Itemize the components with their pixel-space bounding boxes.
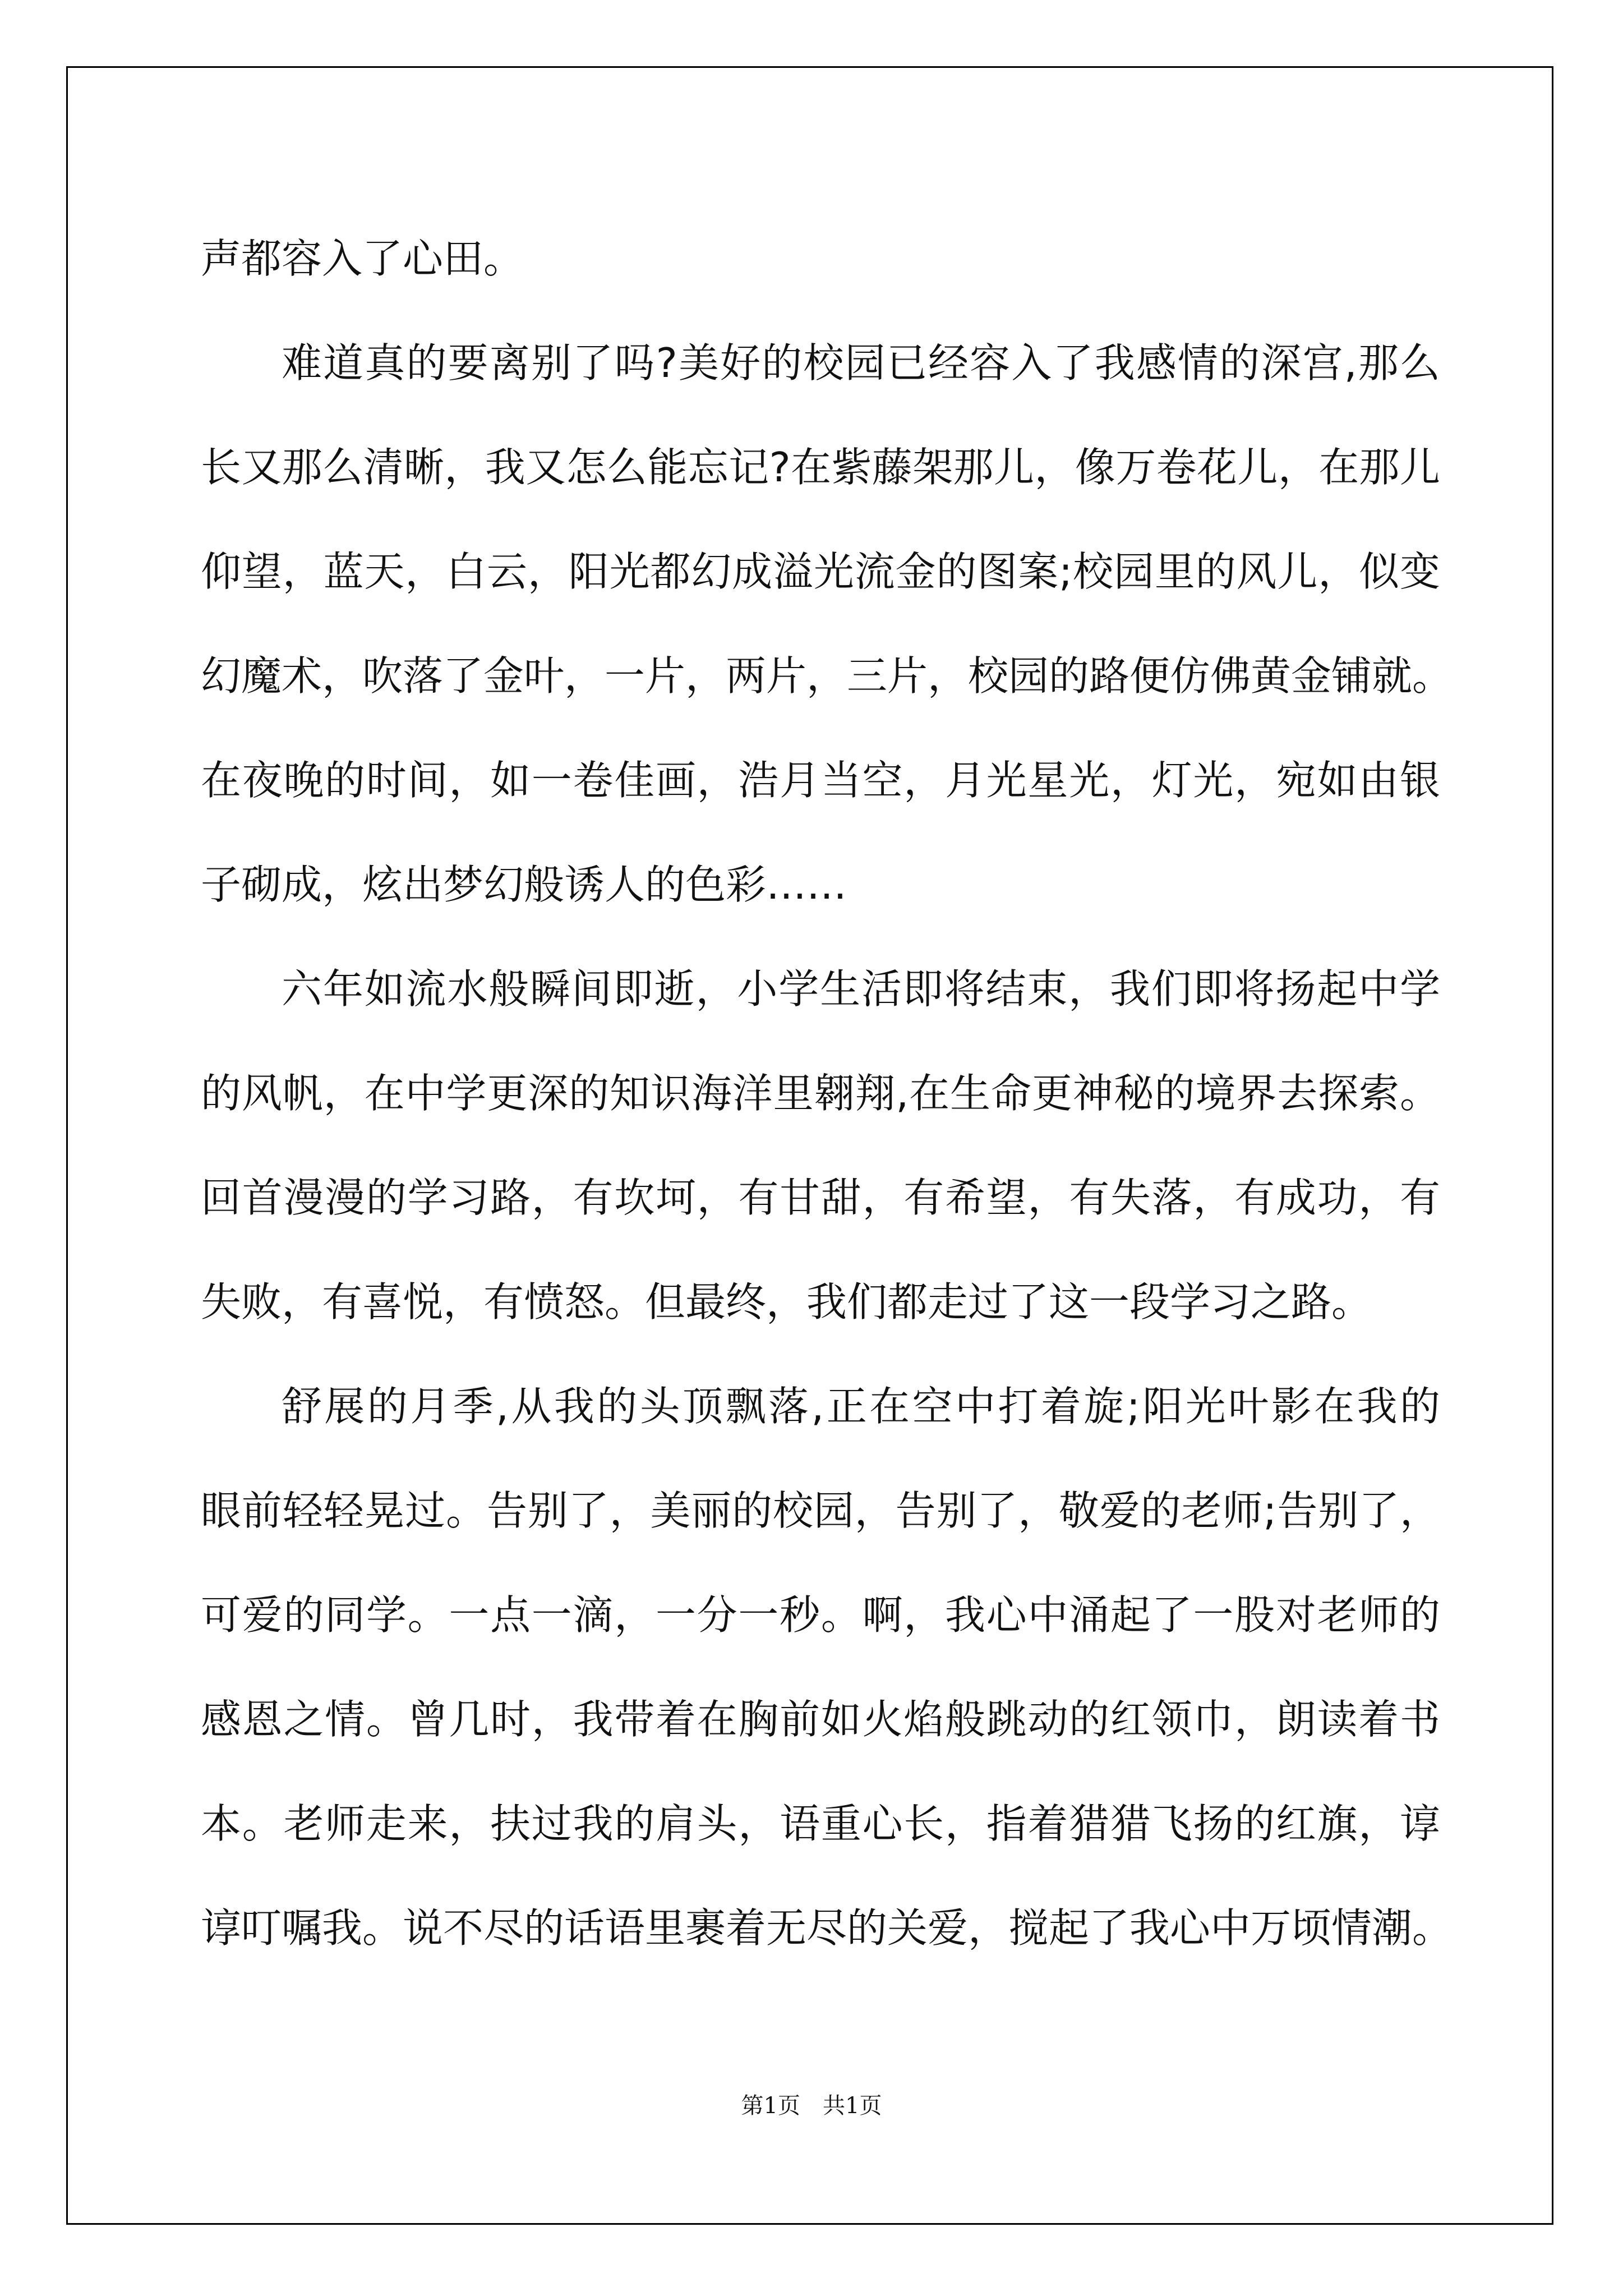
text-line: 舒展的月季,从我的头顶飘落,正在空中打着旋;阳光叶影在我的 bbox=[282, 1383, 1440, 1430]
text-line: 的风帆，在中学更深的知识海洋里翱翔,在生命更神秘的境界去探索。 bbox=[201, 1070, 1440, 1117]
text-line: 子砌成，炫出梦幻般诱人的色彩…… bbox=[201, 861, 847, 908]
text-line: 本。老师走来，扶过我的肩头，语重心长，指着猎猎飞扬的红旗，谆 bbox=[201, 1800, 1440, 1847]
text-line: 声都容入了心田。 bbox=[201, 235, 524, 282]
text-line: 谆叮嘱我。说不尽的话语里裹着无尽的关爱，搅起了我心中万顷情潮。 bbox=[201, 1904, 1453, 1952]
page-footer: 第1页 共1页 bbox=[741, 2093, 882, 2119]
text-line: 幻魔术，吹落了金叶，一片，两片，三片，校园的路便仿佛黄金铺就。 bbox=[201, 652, 1453, 700]
text-line: 在夜晚的时间，如一卷佳画，浩月当空，月光星光，灯光，宛如由银 bbox=[201, 757, 1440, 804]
text-line: 失败，有喜悦，有愤怒。但最终，我们都走过了这一段学习之路。 bbox=[201, 1278, 1372, 1326]
text-line: 感恩之情。曾几时，我带着在胸前如火焰般跳动的红领巾，朗读着书 bbox=[201, 1696, 1440, 1743]
text-line: 眼前轻轻晃过。告别了，美丽的校园，告别了，敬爱的老师;告别了， bbox=[201, 1487, 1440, 1534]
text-line: 可爱的同学。一点一滴，一分一秒。啊，我心中涌起了一股对老师的 bbox=[201, 1591, 1440, 1639]
text-line: 六年如流水般瞬间即逝，小学生活即将结束，我们即将扬起中学 bbox=[282, 965, 1440, 1013]
text-line: 难道真的要离别了吗?美好的校园已经容入了我感情的深宫,那么 bbox=[282, 339, 1440, 386]
text-line: 仰望，蓝天，白云，阳光都幻成溢光流金的图案;校园里的风儿，似变 bbox=[201, 548, 1440, 595]
text-line: 长又那么清晰，我又怎么能忘记?在紫藤架那儿，像万卷花儿，在那儿 bbox=[201, 444, 1440, 491]
text-line: 回首漫漫的学习路，有坎坷，有甘甜，有希望，有失落，有成功，有 bbox=[201, 1174, 1440, 1221]
document-body bbox=[201, 206, 1453, 1980]
